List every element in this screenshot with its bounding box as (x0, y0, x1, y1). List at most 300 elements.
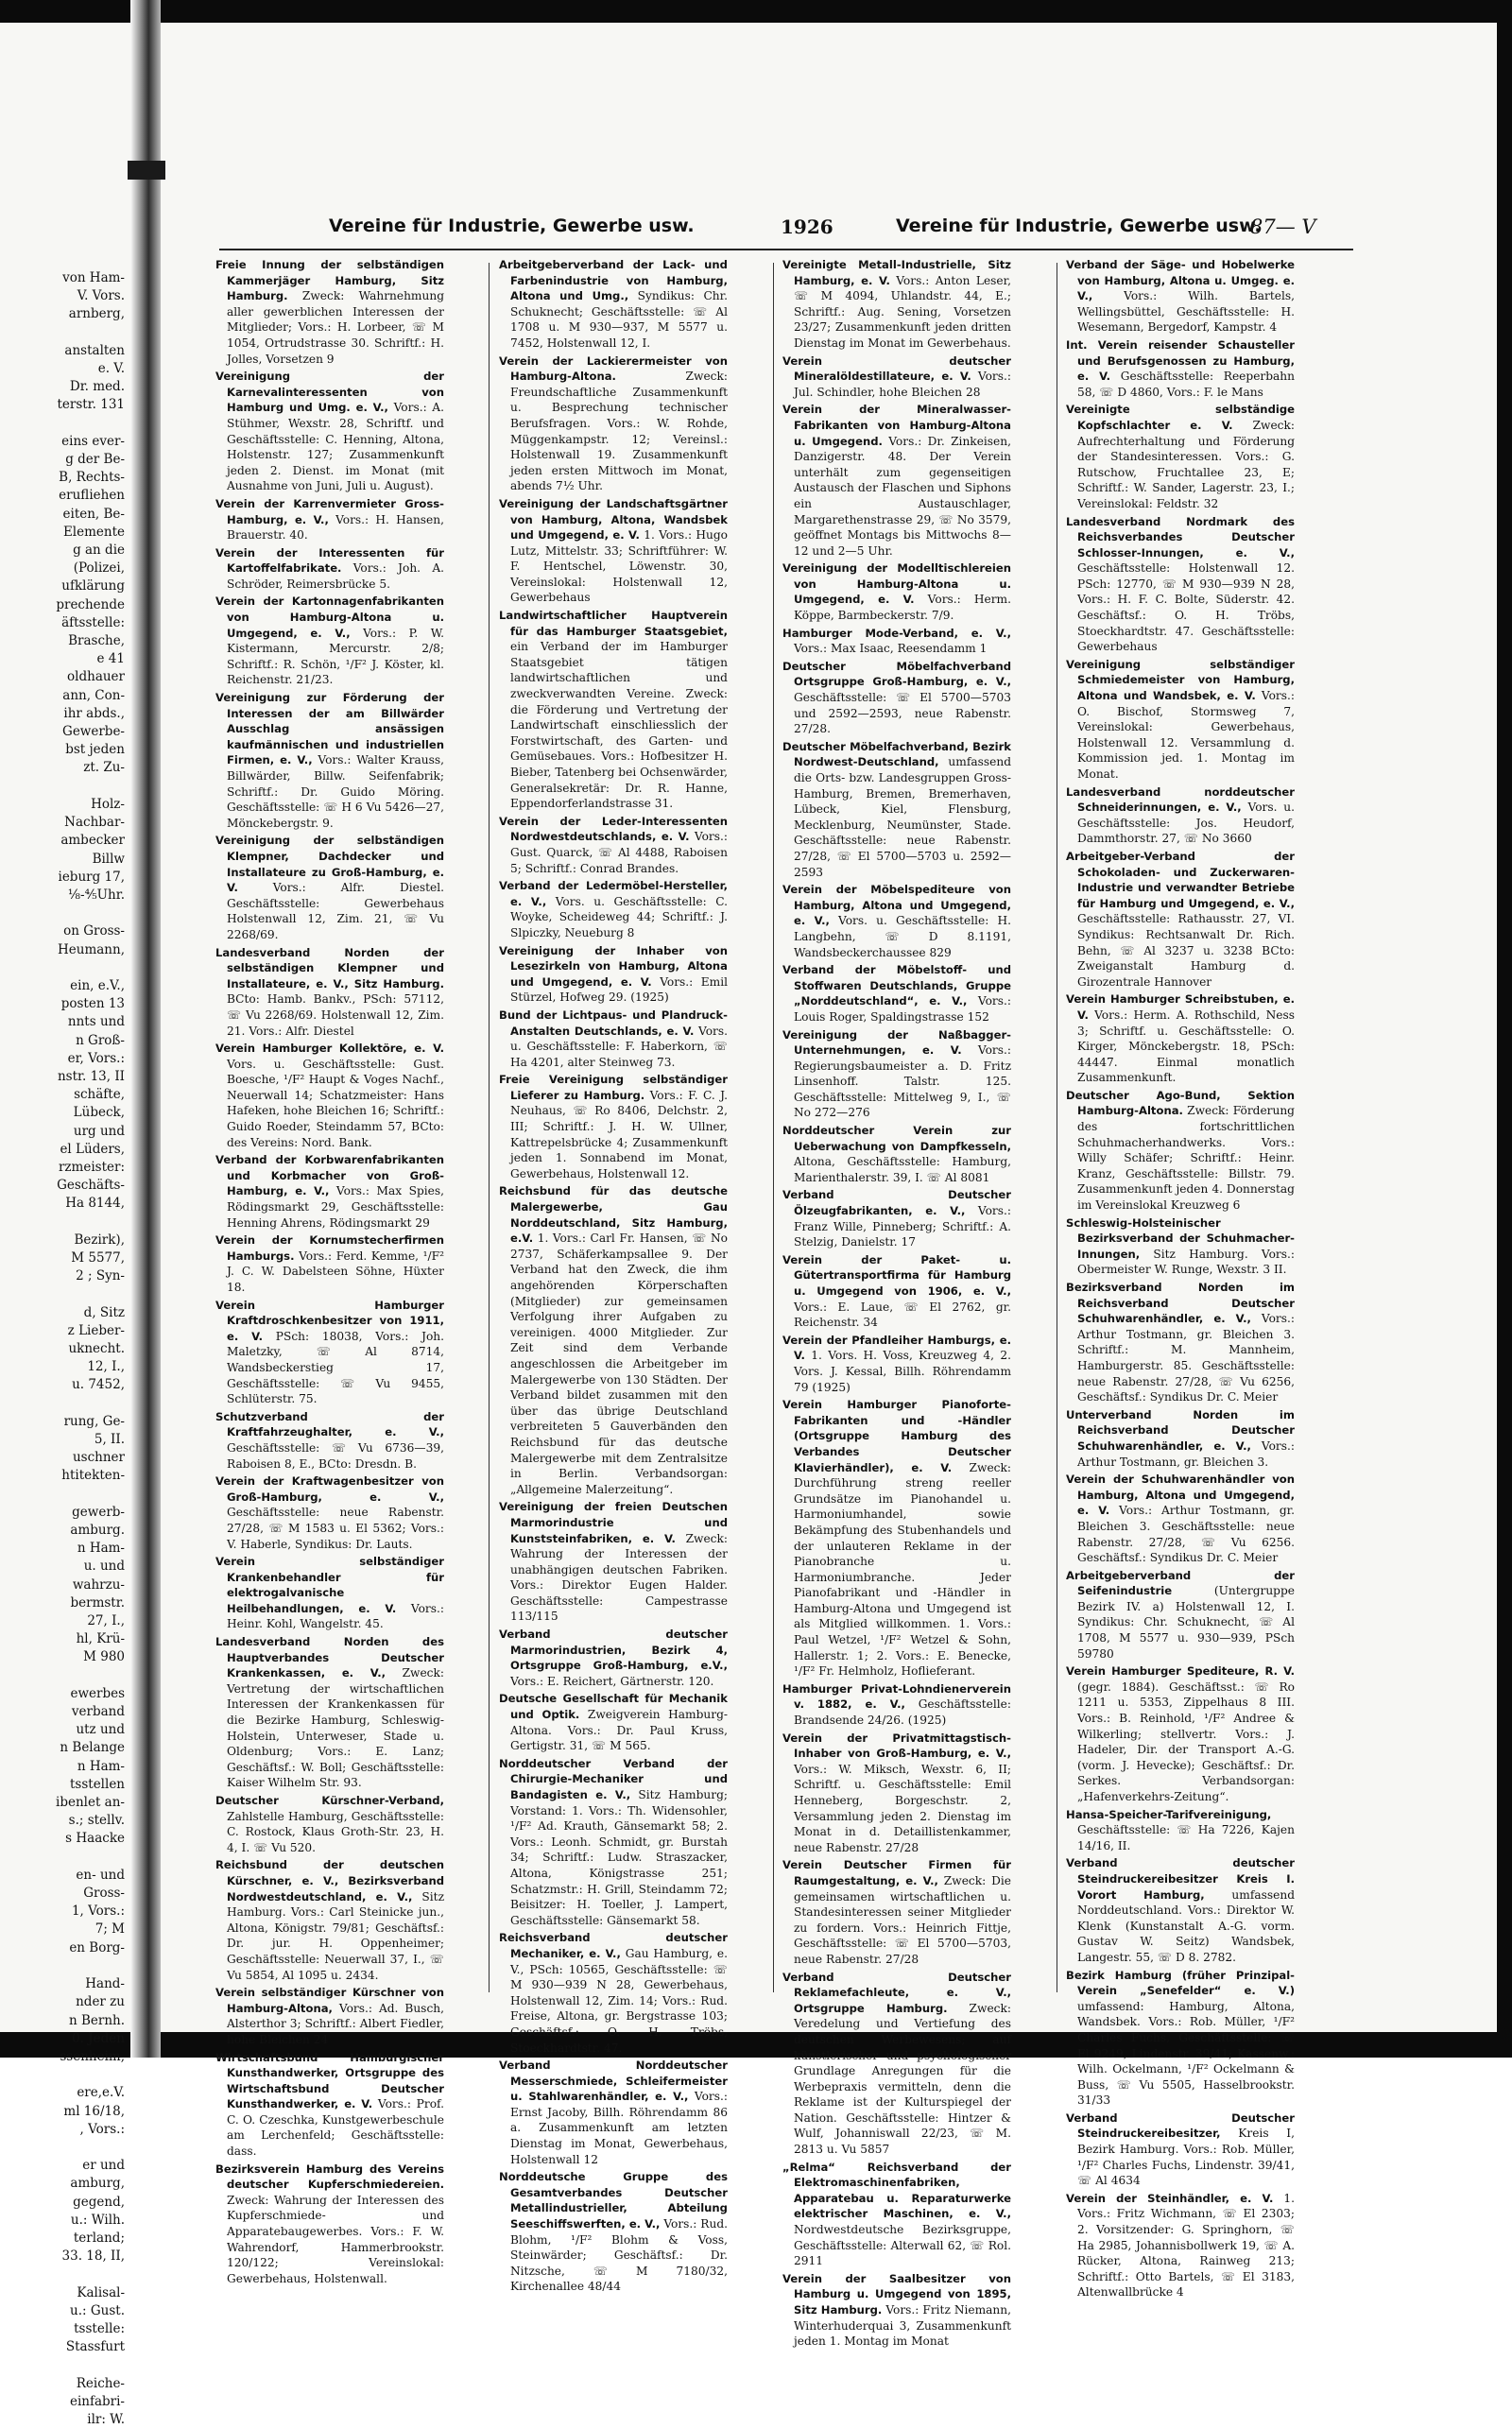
entry-details: Vors. u. Geschäftsstelle: Jos. Heudorf, Dammthorstr. 27, ☏ No 3660 (1077, 801, 1295, 846)
directory-entry (215, 257, 444, 367)
fragment-line: 27, I., (87, 1613, 125, 1629)
entry-name: Verein Hamburger Spediteure, R. V. (1066, 1664, 1295, 1679)
fragment-line (0, 2066, 125, 2084)
fragment-line: urg und (73, 1123, 125, 1139)
fragment-line: eins ever- (61, 433, 125, 449)
directory-entry (499, 1627, 728, 1689)
entry-name: Verein deutscher Mineralöldestillateure, e. V. (782, 353, 1011, 384)
directory-entry (215, 1232, 444, 1295)
entry-name: Reichsbund für das deutsche Malergewerbe, Gau Norddeutschland, Sitz Hamburg, e.V. (499, 1184, 728, 1246)
entry-details: Geschäftsstelle: ☏ El 5700—5703 und 2592—2593, neue Rabenstr. 27/28. (794, 691, 1011, 736)
entry-name: Hansa-Speicher-Tarifvereinigung, (1066, 1807, 1272, 1821)
entry-details: Zweck: Wahrnehmung aller gewerblichen Interessen der Mitglieder; Vors.: H. Lorbeer, ☏ M 1054, Ortrudstrasse 30. Schriftf.: H. Jolles, Vorsetzen 9 (227, 289, 444, 366)
fragment-line: 7; M (94, 1921, 125, 1938)
entry-name: Norddeutscher Verein zur Ueberwachung von Dampfkesseln, (782, 1124, 1011, 1153)
entry-details: Zweck: Förderung des fortschrittlichen Schuhmacherhandwerks. Vors.: Willy Schäfer; Schriftf.: Heinr. Kranz, Geschäftsstelle: Billstr. 79. Zusammenkunft jeden 4. Donnerstag im Vereinslokal Kreuzweg 6 (1077, 1104, 1295, 1213)
fragment-line: ⅛-⅘Uhr. (67, 887, 125, 903)
fragment-line: gewerb- (72, 1504, 125, 1520)
entry-name: Reichsbund der deutschen Kürschner, e. V., Bezirksverband Nordwestdeutschland, e. V., (215, 1858, 444, 1904)
fragment-line: V. Vors. (77, 288, 125, 304)
book-gutter (130, 0, 161, 2058)
fragment-line: schäfte, (74, 1087, 125, 1103)
fragment-line: amburg. (70, 1523, 125, 1539)
entry-name: Verband Norddeutscher Messerschmiede, Schleifermeister u. Stahlwarenhändler, e. V., (499, 2059, 728, 2104)
directory-entry (1066, 991, 1295, 1086)
entry-details: Zweck: Veredelung und Vertiefung des deutschen Werbewesens; auf künstlerischer und psychologischer Grundlage Anregungen für die Werbepraxis vermitteln, denn die Reklame ist der Kulturspiegel der Nation. Geschäftsstelle: Hintzer & Wulf, Johanniswall 22/23, ☏ M. 2813 u. Vu 5857 (794, 2001, 1011, 2157)
directory-entry (782, 402, 1011, 559)
entry-name: Hamburger Mode-Verband, e. V., (782, 626, 1011, 640)
entry-name: Norddeutsche Gruppe des Gesamtverbandes Deutscher Metallindustrieller, Abteilung Seeschiffswerften, e. V., (499, 2170, 728, 2231)
fragment-line: amburg, (70, 2176, 125, 2192)
fragment-line: tsstelle: (74, 2320, 125, 2336)
entry-name: Unterverband Norden im Reichsverband Deutscher Schuhwarenhändler, e. V., (1066, 1407, 1295, 1453)
fragment-line: eiten, Be- (62, 506, 125, 522)
fragment-line: 5, II. (94, 1432, 125, 1447)
entry-name: Bezirksverband Norden im Reichsverband Deutscher Schuhwarenhändler, e. V., (1066, 1281, 1295, 1326)
directory-entry (215, 1473, 444, 1552)
entry-name: Bezirksverein Hamburg des Vereins deutscher Kupferschmiedereien. (215, 2162, 444, 2192)
directory-entry (215, 833, 444, 942)
fragment-line: Hand- (85, 1976, 125, 1992)
fragment-line: en Borg- (69, 1939, 125, 1955)
entry-details: umfassend Norddeutschland. Vors.: Direktor W. Klenk (Kunstanstalt A.-G. vorm. Gustav W. Seitz) Wandsbek, Langestr. 55, ☏ D 8. 2782. (1077, 1887, 1295, 1964)
fragment-line: s.; stellv. (68, 1813, 125, 1829)
entry-details: Sitz Hamburg. Vors.: Obermeister W. Runge, Wexstr. 3 II. (1077, 1247, 1295, 1277)
entry-name: Verein der Pfandleiher Hamburgs, e. V. (782, 1333, 1011, 1363)
entry-name: Verein der Interessenten für Kartoffelfabrikate. (215, 545, 444, 576)
entry-name: Vereinigung der Modelltischlereien von Hamburg-Altona u. Umgegend, e. V. (782, 561, 1011, 607)
entry-name: Schutzverband der Kraftfahrzeughalter, e. V., (215, 1409, 444, 1439)
fragment-line: zt. Zu- (83, 760, 125, 776)
fragment-line: n Bernh. (68, 2012, 125, 2028)
entry-details: Zweck: Aufrechterhaltung und Förderung der Standesinteressen. Vors.: G. Rutschow, Fruchtallee 23, E; Schriftf.: W. Sander, Lagerstr. 23, I.; Vereinslokal: Feldstr. 32 (1077, 418, 1295, 510)
fragment-line: er, Vors.: (67, 1050, 125, 1066)
directory-entry (499, 943, 728, 1006)
entry-details: Vors.: A. Stühmer, Wexstr. 28, Schriftf. und Geschäftsstelle: C. Henning, Altona, Holstenstr. 127; Zusammenkunft jeden 2. Dienst. im Monat (mit Ausnahme von Juni, Juli u. August). (227, 401, 444, 493)
fragment-line: u.: Gust. (70, 2302, 125, 2318)
fragment-line: terland; (73, 2230, 125, 2246)
entry-name: Verein Hamburger Kollektöre, e. V. (215, 1042, 444, 1056)
entry-name: Vereinigte Metall-Industrielle, Sitz Hamburg, e. V. (782, 258, 1011, 287)
entry-details: Vors.: Wilh. Bartels, Wellingsbüttel, Geschäftsstelle: H. Wesemann, Bergedorf, Kampstr. 4 (1077, 289, 1295, 335)
entry-details: Vors.: Ernst Jacoby, Billh. Röhrendamm 86 a. Zusammenkunft am letzten Dienstag im Monat, Gewerbehaus, Holstenwall 12 (510, 2090, 728, 2166)
fragment-line (0, 2265, 125, 2283)
entry-name: Landesverband norddeutscher Schneiderinnungen, e. V., (1066, 784, 1295, 815)
directory-entry (782, 882, 1011, 960)
entry-details: BCto: Hamb. Bankv., PSch: 57112, ☏ Vu 2268/69. Holstenwall 12, Zim. 21. Vors.: Alfr. Diestel (227, 992, 444, 1038)
fragment-line: rzmeister: (58, 1159, 125, 1175)
column-1 (215, 257, 445, 2285)
directory-entry (215, 369, 444, 494)
entry-name: Norddeutscher Verband der Chirurgie-Mechaniker und Bandagisten e. V., (499, 1756, 728, 1801)
fragment-line: Lübeck, (73, 1105, 125, 1121)
fragment-line: ere,e.V. (77, 2085, 125, 2101)
scan-border-top (0, 0, 1512, 23)
fragment-line: Heumann, (58, 941, 125, 957)
directory-entry (215, 1409, 444, 1472)
directory-entry (1066, 657, 1295, 783)
fragment-line (0, 778, 125, 796)
entry-name: Vereinigte selbständige Kopfschlachter e. V. (1066, 403, 1295, 432)
directory-entry (499, 1930, 728, 2056)
directory-entry (499, 1008, 728, 1070)
entry-details: Vors.: Emil Stürzel, Hofweg 29. (1925) (510, 974, 729, 1005)
fragment-line: tsstellen (69, 1776, 125, 1792)
entry-name: Verein der Karrenvermieter Gross-Hamburg, e. V., (215, 496, 444, 526)
directory-entry (782, 1187, 1011, 1249)
directory-entry (782, 2271, 1011, 2350)
entry-details: Vors.: Anton Leser, ☏ M 4094, Uhlandstr. 44, E.; Schriftf.: Aug. Sening, Vorsetzen 23/27; Zusammenkunft jeden dritten Dienstag im Monat im Gewerbehaus. (794, 273, 1011, 350)
fragment-line: ein, e.V., (70, 977, 125, 993)
fragment-line (0, 2356, 125, 2374)
fragment-line: wahrzu- (72, 1576, 125, 1593)
entry-details: 1. Vors.: Fritz Wichmann, ☏ El 2303; 2. Vorsitzender: G. Springhorn, ☏ Ha 2985, Johannisbollwerk 19, ☏ A. Rücker, Altona, Rainweg 213; Schriftf.: Otto Bartels, ☏ El 3183, Altenwallbrücke 4 (1077, 2191, 1295, 2300)
entry-details: Vors.: F. C. J. Neuhaus, ☏ Ro 8406, Delchstr. 2, III; Schriftf.: J. H. W. Ullner, Kattrepelsbrücke 4; Zusammenkunft jeden 1. Sonnabend im Monat, Gewerbehaus, Holstenwall 12. (510, 1088, 728, 1180)
directory-entry (215, 1554, 444, 1632)
directory-entry (1066, 849, 1295, 990)
entry-details: Geschäftsstelle: Rathausstr. 27, VI. Syndikus: Rechtsanwalt Dr. Rich. Behn, ☏ Al 3237 u. 3238 BCto: Zweiganstalt Hamburg d. Girozentrale Hannover (1077, 912, 1295, 989)
entry-details: Zweck: Die gemeinsamen wirtschaftlichen u. Standesinteressen seiner Mitglieder zu fordern. Vors.: Heinrich Fittje, Geschäftsstelle: ☏ El 5700—5703, neue Rabenstr. 27/28 (794, 1873, 1011, 1966)
entry-name: Verein Hamburger Pianoforte-Fabrikanten und -Händler (Ortsgruppe Hamburg des Verbandes Deutscher Klavierhändler), e. V. (782, 1398, 1011, 1474)
fragment-line: u. 7452, (72, 1377, 125, 1393)
directory-entry (215, 594, 444, 688)
fragment-line: , Vors.: (79, 2121, 125, 2137)
fragment-line: Geschäfts- (57, 1178, 125, 1194)
fragment-line: ewerbes (70, 1685, 125, 1701)
entry-name: Verein Hamburger Kraftdroschkenbesitzer von 1911, e. V. (215, 1298, 444, 1343)
fragment-line: ml 16/18, (63, 2103, 125, 2119)
fragment-line: Dr. med. (69, 379, 125, 395)
directory-entry (1066, 784, 1295, 847)
entry-name: Verein der Lackierermeister von Hamburg-Altona. (499, 353, 728, 384)
fragment-line: bst jeden (65, 742, 125, 758)
entry-name: Arbeitgeber-Verband der Schokoladen- und Zuckerwaren-Industrie und verwandter Betriebe für Hamburg und Umgegend, e. V., (1066, 849, 1295, 910)
directory-entry (1066, 2191, 1295, 2300)
directory-entry (782, 1970, 1011, 2158)
fragment-line: u.: Wilh. (70, 2212, 125, 2228)
fragment-line (0, 1486, 125, 1504)
fragment-line: ssenheim, (60, 2048, 125, 2064)
entry-name: Hamburger Privat-Lohndienerverein v. 1882, e. V., (782, 1681, 1011, 1712)
directory-entry (215, 2050, 444, 2160)
fragment-line: Ha 8144, (65, 1196, 125, 1212)
directory-entry (782, 1681, 1011, 1729)
entry-details: umfassend die Orts- bzw. Landesgruppen Gross-Hamburg, Bremen, Bremerhaven, Lübeck, Kiel, Flensburg, Mecklenburg, Neumünster, Stade. Geschäftsstelle: neue Rabenstr. 27/28, ☏ El 5700—5703 u. 2592—2593 (794, 755, 1011, 879)
entry-name: Verein Hamburger Schreibstuben, e. V. (1066, 992, 1295, 1022)
entry-details: Gau Hamburg, e. V., PSch: 10565, Geschäftsstelle: ☏ M 930—939 N 28, Gewerbehaus, Holstenwall 12, Zim. 14; Vors.: Rud. Freise, Altona, gr. Bergstrasse 103; Geschäftsf.: O. H. Tröbs, Stoeckhardtstr. 47. (510, 1946, 728, 2055)
entry-details: Zahlstelle Hamburg, Geschäftsstelle: C. Rostock, Klaus Groth-Str. 23, H. 4, I. ☏ Vu 520. (227, 1809, 444, 1854)
entry-details: Syndikus: Chr. Schuknecht; Geschäftsstelle: ☏ Al 1708 u. M 930—937, M 5577 u. 7452, Holstenwall 12, I. (510, 289, 728, 350)
entry-details: Vors.: Gust. Quarck, ☏ Al 4488, Raboisen 5; Schriftf.: Conrad Brandes. (510, 830, 728, 875)
entry-details: Altona, Geschäftsstelle: Hamburg, Marienthalerstr. 39, I. ☏ Al 8081 (794, 1155, 1011, 1184)
facing-page-fragment (0, 269, 125, 2427)
fragment-line: Kalisal- (77, 2284, 125, 2300)
entry-details: Kreis I, Bezirk Hamburg. Vors.: Rob. Müller, ¹/F² Charles Fuchs, Lindenstr. 39/41, ☏ Al 4634 (1077, 2127, 1295, 2188)
entry-details: Geschäftsstelle: Brandsende 24/26. (1925) (794, 1697, 1011, 1728)
directory-entry (782, 1857, 1011, 1967)
entry-name: Freie Vereinigung selbständiger Lieferer zu Hamburg. (499, 1073, 728, 1102)
directory-entry (782, 353, 1011, 401)
entry-name: Verein der Schuhwarenhändler von Hamburg, Altona und Umgegend, e. V. (1066, 1473, 1295, 1518)
entry-name: Vereinigung zur Förderung der Interessen der am Billwärder Ausschlag ansässigen kaufmännischen und industriellen Firmen, e. V., (215, 691, 444, 767)
entry-details: Zweck: Durchführung streng reeller Grundsätze im Pianohandel u. Harmoniumhandel, sowie Bekämpfung des Stubenhandels und der unlauteren Reklame in der Pianobranche u. Harmoniumbranche. Jeder Pianofabrikant und -Händler in Hamburg-Altona und Umgegend ist als Mitglied willkommen. 1. Vors.: Paul Wetzel, ¹/F² Wetzel & Sohn, Hallerstr. 1; 2. Vors.: E. Benecke, ¹/F² Fr. Helmholz, Hoflieferant. (794, 1460, 1011, 1679)
fragment-line: e 41 (96, 651, 125, 667)
entry-name: Int. Verein reisender Schausteller und Berufsgenossen zu Hamburg, e. V. (1066, 337, 1295, 384)
fragment-line: einfabri- (69, 2393, 125, 2409)
entry-name: Reichsverband deutscher Mechaniker, e. V., (499, 1931, 728, 1960)
fragment-line: bermstr. (70, 1594, 125, 1611)
directory-entry (499, 1756, 728, 1929)
directory-entry (782, 560, 1011, 623)
fragment-line: ann, Con- (62, 687, 125, 703)
entry-details: Zweck: Freundschaftliche Zusammenkunft u. Besprechung technischer Berufsfragen. Vors.: W. Rohde, Müggenkampstr. 12; Vereinsl.: Holstenwall 19. Zusammenkunft jeden ersten Mittwoch im Monat, abends 7½ Uhr. (510, 370, 728, 493)
fragment-line (0, 904, 125, 922)
directory-entry (499, 353, 728, 494)
scan-border-right (1497, 0, 1512, 2058)
fragment-line (0, 1957, 125, 1975)
fragment-line: terstr. 131 (57, 397, 125, 413)
fragment-line: 2 ; Syn- (76, 1268, 125, 1284)
column-3 (782, 257, 1012, 2349)
fragment-line: g der Be- (65, 452, 125, 468)
directory-entry (215, 1041, 444, 1150)
fragment-line: n Belange (60, 1740, 125, 1756)
entry-details: Geschäftsstelle: Reeperbahn 58, ☏ D 4860, Vors.: F. le Mans (1077, 370, 1295, 399)
directory-entry (782, 1123, 1011, 1185)
directory-entry (1066, 1215, 1295, 1278)
entry-name: Landesverband Norden der selbständigen Klempner und Installateure, e. V., Sitz Hamburg. (215, 945, 444, 991)
entry-details: Vors.: Joh. A. Schröder, Reimersbrücke 5. (227, 561, 444, 591)
fragment-line: ibenlet an- (56, 1795, 125, 1811)
fragment-line: rung, Ge- (63, 1413, 125, 1429)
fragment-line (0, 1667, 125, 1685)
fragment-line: verband (71, 1704, 125, 1720)
entry-name: Wirtschaftsbund Hamburgischer Kunsthandwerker, Ortsgruppe des Wirtschaftsbund Deutscher Kunsthandwerker, e. V. (215, 2050, 444, 2111)
entry-details: Vors.: Ad. Busch, Alsterthor 3; Schriftf.: Albert Fiedler, hohe Bleichen 24 (227, 2001, 444, 2046)
fragment-line: Billw (92, 851, 125, 867)
entry-name: Verein selbständiger Kürschner von Hamburg-Altona, (215, 1986, 444, 2015)
fragment-line (0, 324, 125, 342)
directory-entry (782, 739, 1011, 880)
directory-entry (782, 1397, 1011, 1680)
entry-details: Vors.: H. Hansen, Brauerstr. 40. (227, 512, 444, 543)
entry-details: Vors.: Alfr. Diestel. Geschäftsstelle: Gewerbehaus Holstenwall 12, Zim. 21, ☏ Vu 2268/69. (227, 881, 444, 941)
entry-name: Deutscher Ago-Bund, Sektion Hamburg-Altona. (1066, 1088, 1295, 1118)
fragment-line (0, 1849, 125, 1867)
column-divider (489, 263, 490, 1992)
entry-name: Verband der Korbwarenfabrikanten und Korbmacher von Groß-Hamburg, e. V., (215, 1153, 444, 1198)
fragment-line: von Ham- (62, 270, 125, 285)
directory-entry (1066, 1663, 1295, 1804)
fragment-line: e. V. (97, 361, 125, 377)
directory-entry (1066, 1968, 1295, 2109)
fragment-line: el Lüders, (60, 1141, 125, 1157)
entry-details: ein Verband der im Hamburger Staatsgebiet tätigen landwirtschaftlichen und zweckverwandten Vereine. Zweck: die Förderung und Vertretung der Landwirtschaft einschliesslich der Forstwirtschaft, des Garten- und Gemüsebaues. Vors.: Hofbesitzer H. Bieber, Tatenberg bei Ochsenwärder, Generalsekretär: Dr. R. Hanne, Eppendorferlandstrasse 31. (510, 640, 728, 811)
entry-details: PSch: 18038, Vors.: Joh. Maletzky, ☏ Al 8714, Wandsbeckerstieg 17, Geschäftsstelle: ☏ Vu 9455, Schlüterstr. 75. (227, 1329, 445, 1406)
directory-entry (499, 257, 728, 352)
fragment-line: utz und (76, 1722, 125, 1738)
fragment-line: arnberg, (68, 306, 125, 322)
entry-details: Vors.: Herm. A. Rothschild, Ness 3; Schriftf. u. Geschäftsstelle: O. Kirger, Mönckebergstr. 18, PSch: 44447. Einmal monatlich Zusammenkunft. (1077, 1008, 1295, 1085)
fragment-line: Nachbar- (64, 815, 125, 831)
directory-entry (215, 1793, 444, 1855)
entry-name: Bund der Lichtpaus- und Plandruck-Anstalten Deutschlands, e. V. (499, 1008, 728, 1038)
entry-name: Deutsche Gesellschaft für Mechanik und Optik. (499, 1692, 728, 1722)
directory-entry (1066, 1855, 1295, 1965)
directory-entry (499, 878, 728, 940)
entry-name: Verband Deutscher Reklamefachleute, e. V., Ortsgruppe Hamburg. (782, 1970, 1011, 2015)
fragment-line: uschner (72, 1450, 125, 1466)
entry-name: Arbeitgeberverband der Seifenindustrie (1066, 1568, 1295, 1598)
directory-entry (499, 1499, 728, 1625)
entry-details: Nordwestdeutsche Bezirksgruppe, Geschäftsstelle: Alterwall 62, ☏ Rol. 2911 (794, 2223, 1011, 2268)
entry-details: Vors.: Regierungsbaumeister a. D. Fritz Linsenhoff. Talstr. 125. Geschäftsstelle: Mittelweg 9, I., ☏ No 272—276 (794, 1043, 1011, 1120)
gutter-shadow (128, 161, 165, 180)
entry-details: Geschäftsstelle: ☏ Ha 7226, Kajen 14/16, II. (1077, 1823, 1295, 1852)
directory-entry (782, 962, 1011, 1025)
fragment-line: n Groß- (76, 1032, 125, 1048)
entry-name: Verband deutscher Marmorindustrien, Bezirk 4, Ortsgruppe Groß-Hamburg, e.V., (499, 1628, 728, 1673)
entry-name: Verein der Paket- u. Gütertransportfirma für Hamburg u. Umgegend von 1906, e. V., (782, 1252, 1011, 1298)
entry-details: 1. Vors.: Hugo Lutz, Mittelstr. 33; Schriftführer: W. F. Hentschel, Löwenstr. 30, Vereinslokal: Holstenwall 12, Gewerbehaus (510, 528, 729, 605)
entry-name: Deutscher Kürschner-Verband, (215, 1794, 444, 1807)
entry-details: Vors.: E. Laue, ☏ El 2762, gr. Reichenstr. 34 (794, 1300, 1011, 1330)
fragment-line: posten 13 (60, 996, 125, 1012)
entry-name: Vereinigung der Inhaber von Lesezirkeln von Hamburg, Altona und Umgegend, e. V. (499, 943, 728, 989)
entry-name: Vereinigung der Landschaftsgärtner von Hamburg, Altona, Wandsbek und Umgegend, e. V. (499, 496, 728, 543)
directory-entry (782, 2160, 1011, 2269)
entry-details: Vors.: Jul. Schindler, hohe Bleichen 28 (794, 370, 1011, 399)
fragment-line: nstr. 13, II (57, 1068, 125, 1084)
fragment-line: prechende (56, 596, 125, 612)
directory-entry (499, 1183, 728, 1497)
page-number: 87— V (1250, 215, 1316, 238)
fragment-line (0, 959, 125, 977)
fragment-line: 0. Jeden (72, 2030, 125, 2046)
directory-entry (1066, 1088, 1295, 1214)
fragment-line: u. und (83, 1559, 125, 1575)
fragment-line: Gross- (83, 1886, 125, 1902)
entry-details: Zweigverein Hamburg-Altona. Vors.: Dr. Paul Kruss, Gertigstr. 31, ☏ M 565. (510, 1708, 728, 1753)
entry-name: Verband der Säge- und Hobelwerke von Hamburg, Altona u. Umgeg. e. V., (1066, 258, 1295, 303)
entry-name: Verein der Möbelspediteure von Hamburg, Altona und Umgegend, e. V., (782, 883, 1011, 928)
directory-entry (499, 1691, 728, 1753)
fragment-line: 12, I., (87, 1359, 125, 1375)
entry-name: Verein der Kraftwagenbesitzer von Groß-Hamburg, e. V., (215, 1474, 444, 1504)
fragment-line: htitekten- (61, 1468, 125, 1484)
fragment-line: d, Sitz (83, 1304, 125, 1320)
fragment-line: s Haacke (65, 1831, 125, 1847)
entry-name: Vereinigung der selbständigen Klempner, Dachdecker und Installateure zu Groß-Hamburg, e. V. (215, 834, 444, 895)
fragment-line: erufliehen (59, 488, 125, 504)
entry-details: Sitz Hamburg; Vorstand: 1. Vors.: Th. Widensohler, ¹/F² Ad. Krauth, Gänsemarkt 58; 2. Vors.: Leonh. Schmidt, gr. Burstah 34; Schriftf.: Ludw. Straszacker, Altona, Königstrasse 251; Schatzmstr.: H. Grill, Steindamm 72; Beisitzer: H. Toeller, J. Lampert, Geschäftsstelle: Gänsemarkt 58. (510, 1788, 728, 1927)
directory-entry (782, 659, 1011, 737)
entry-details: Geschäftsstelle: Holstenwall 12. PSch: 12770, ☏ M 930—939 N 28, Vors.: H. F. C. Bolte, Süderstr. 42. Geschäftsf.: O. H. Tröbs, Stoeckhardtstr. 47. Geschäftsstelle: Gewerbehaus (1077, 561, 1295, 654)
directory-entry (782, 1333, 1011, 1395)
entry-name: Verein Deutscher Firmen für Raumgestaltung, e. V., (782, 1858, 1011, 1887)
fragment-line: Gewerbe- (62, 724, 125, 740)
directory-entry (499, 496, 728, 606)
entry-details: Vors.: Dr. Zinkeisen, Danzigerstr. 48. Der Verein unterhält zum gegenseitigen Austausch der Flaschen und Siphons ein Austauschlager, Margarethenstrasse 29, ☏ No 3579, geöffnet Montags bis Mittwochs 8—12 und 2—5 Uhr. (794, 434, 1011, 558)
entry-name: Freie Innung der selbständigen Kammerjäger Hamburg, Sitz Hamburg. (215, 258, 444, 303)
fragment-line (0, 415, 125, 433)
entry-name: Verband deutscher Steindruckereibesitzer Kreis I. Vorort Hamburg, (1066, 1856, 1295, 1902)
entry-name: Verband Deutscher Ölzeugfabrikanten, e. V., (782, 1188, 1011, 1218)
directory-entry (1066, 1280, 1295, 1405)
fragment-line: uknecht. (68, 1340, 125, 1356)
fragment-line: Holz- (91, 796, 125, 812)
entry-details: Vors.: Prof. C. O. Czeschka, Kunstgewerbeschule am Lerchenfeld; Geschäftsstelle: dass. (227, 2097, 444, 2159)
entry-details: 1. Vors. H. Voss, Kreuzweg 4, 2. Vors. J. Kessal, Billh. Röhrendamm 79 (1925) (794, 1349, 1011, 1394)
entry-name: Vereinigung selbständiger Schmiedemeister von Hamburg, Altona und Wandsbek, e. V. (1066, 657, 1295, 703)
entry-details: Vors. u. Geschäftsstelle: Gust. Boesche, ¹/F² Haupt & Voges Nachf., Neuerwall 14; Schatzmeister: Hans Hafeken, hohe Bleichen 16; Schriftf.: Guido Roeder, Steindamm 57, BCto: des Vereins: Nord. Bank. (227, 1057, 444, 1149)
entry-details: Vors. u. Geschäftsstelle: F. Haberkorn, ☏ Ha 4201, alter Steinweg 73. (510, 1024, 728, 1069)
header-left-title: Vereine für Industrie, Gewerbe usw. (329, 215, 695, 236)
entry-name: Vereinigung der Naßbagger-Unternehmungen, e. V. (782, 1027, 1011, 1058)
fragment-line: 1, Vors.: (71, 1904, 125, 1920)
directory-entry (499, 608, 728, 812)
entry-details: Vors.: Louis Roger, Spaldingstrasse 152 (794, 994, 1011, 1024)
directory-entry (215, 2162, 444, 2287)
entry-details: Vors.: Herm. Köppe, Barmbeckerstr. 7/9. (794, 593, 1011, 623)
directory-entry (782, 1027, 1011, 1122)
entry-details: Vors.: Walter Krauss, Billwärder, Billw. Seifenfabrik; Schriftf.: Dr. Guido Möring. Geschäftsstelle: ☏ H 6 Vu 5426—27, Mönckebergstr. 9. (227, 753, 444, 830)
fragment-line: ieburg 17, (58, 869, 125, 885)
entry-name: Verein selbständiger Krankenbehandler für elektrogalvanische Heilbehandlungen, e. V. (215, 1555, 444, 1615)
directory-entry (1066, 1568, 1295, 1662)
directory-entry (1066, 1407, 1295, 1470)
directory-entry (499, 2058, 728, 2167)
fragment-line: gegend, (73, 2194, 125, 2210)
entry-name: Landesverband Norden des Hauptverbandes Deutscher Krankenkassen, e. V., (215, 1635, 444, 1680)
fragment-line: M 5577, (71, 1249, 125, 1266)
entry-details: 1. Vors.: Carl Fr. Hansen, ☏ No 2737, Schäferkampsallee 9. Der Verband hat den Zweck, die ihm angehörenden Körperschaften (Mitglieder) zur gemeinsamen Verfolgung ihrer Aufgaben zu vereinigen. 4000 Mitglieder. Zur Zeit sind dem Verbande angeschlossen die Arbeitgeber im Malergewerbe von 130 Städten. Der Verband bildet zusammen mit den über das übrige Deutschland verbreiteten 5 Gauverbänden den Reichsbund für das deutsche Malergewerbe mit dem Zentralsitze in Berlin. Verbandsorgan: „Allgemeine Malerzeitung“. (510, 1232, 728, 1496)
entry-name: Arbeitgeberverband der Lack- und Farbenindustrie von Hamburg, Altona und Umg., (499, 258, 728, 303)
entry-name: Deutscher Möbelfachverband Ortsgruppe Groß-Hamburg, e. V., (782, 659, 1011, 689)
directory-entry (1066, 1807, 1295, 1854)
directory-entry (782, 1252, 1011, 1331)
directory-entry (215, 945, 444, 1040)
directory-entry (215, 1634, 444, 1791)
fragment-line: nder zu (76, 1994, 125, 2010)
fragment-line: M 980 (83, 1649, 125, 1665)
fragment-line: anstalten (64, 342, 125, 358)
fragment-line: ambecker (60, 833, 125, 849)
entry-name: Landesverband Nordmark des Reichsverbandes Deutscher Schlosser-Innungen, e. V., (1066, 514, 1295, 560)
fragment-line: ufklärung (61, 578, 125, 594)
fragment-line: ihr abds., (63, 705, 125, 721)
column-divider (773, 263, 774, 1992)
directory-entry (1066, 337, 1295, 400)
entry-name: Verein der Privatmittagstisch-Inhaber von Groß-Hamburg, e. V., (782, 1731, 1011, 1761)
fragment-line (0, 2139, 125, 2157)
entry-name: Verein der Kartonnagenfabrikanten von Hamburg-Altona u. Umgegend, e. V., (215, 594, 444, 640)
fragment-line: Reiche- (76, 2375, 125, 2391)
entry-name: „Relma“ Reichsverband der Elektromaschinenfabriken, Apparatebau u. Reparaturwerke elektrischer Maschinen, e. V., (782, 2160, 1011, 2221)
fragment-line: on Gross- (63, 923, 125, 939)
entry-details: Vors.: O. Bischof, Stormsweg 7, Vereinslokal: Gewerbehaus, Holstenwall 12. Versammlung d. Kommission jed. 1. Montag im Monat. (1077, 689, 1295, 781)
entry-name: Deutscher Möbelfachverband, Bezirk Nordwest-Deutschland, (782, 739, 1011, 769)
entry-name: Verein der Steinhändler, e. V. (1066, 2191, 1274, 2205)
entry-details: (Untergruppe Bezirk IV. a) Holstenwall 12, I. Syndikus: Chr. Schuknecht, ☏ Al 1708, M 5577 u. 930—939, PSch 59780 (1077, 1584, 1295, 1661)
entry-details: Vors.: Arthur Tostmann, gr. Bleichen 3. (1077, 1438, 1295, 1469)
directory-entry (1066, 402, 1295, 511)
fragment-line: g an die (73, 543, 125, 559)
entry-details: Vors.: Max Spies, Rödingsmarkt 29, Geschäftsstelle: Henning Ahrens, Rödingsmarkt 29 (227, 1184, 444, 1230)
header-year: 1926 (781, 215, 833, 238)
entry-name: Verein der Kornumstecherfirmen Hamburgs. (215, 1233, 444, 1263)
entry-details: Vors.: Rud. Blohm, ¹/F² Blohm & Voss, Steinwärder; Geschäftsf.: Dr. Nitzsche, ☏ M 7180/32, Kirchenallee 48/44 (510, 2217, 728, 2294)
